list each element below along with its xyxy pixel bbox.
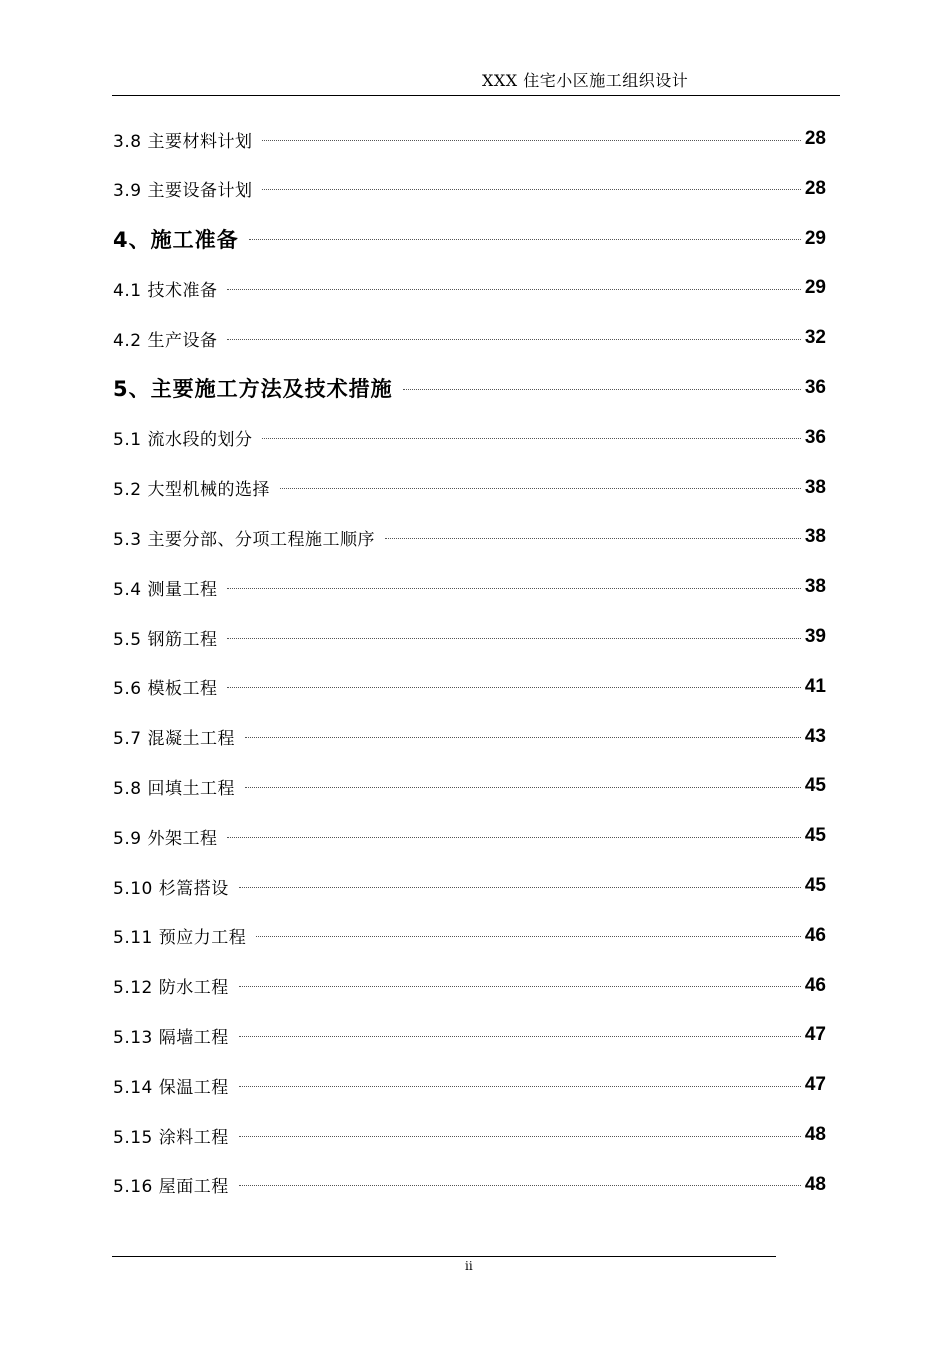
toc-entry-page-number: 38 [804, 526, 826, 548]
toc-entry-label: 5.1 流水段的划分 [113, 430, 253, 451]
toc-entry-page-number: 36 [804, 426, 826, 448]
footer-page-number: ii [465, 1259, 473, 1273]
toc-entry-label: 5.9 外架工程 [113, 828, 218, 849]
page-header-title: XXX 住宅小区施工组织设计 [482, 71, 689, 90]
toc-entry-label: 4、施工准备 [113, 227, 239, 252]
toc-entry-page-number: 32 [804, 327, 826, 349]
toc-entry-label: 5.11 预应力工程 [113, 928, 247, 949]
toc-entry-label: 5.2 大型机械的选择 [113, 480, 270, 501]
toc-dot-leader [256, 936, 801, 937]
toc-dot-leader [227, 638, 800, 639]
toc-dot-leader [239, 1136, 801, 1137]
toc-entry[interactable] [113, 672, 826, 702]
toc-entry-label: 4.2 生产设备 [113, 330, 218, 351]
toc-entry-page-number: 45 [804, 825, 826, 847]
toc-entry[interactable] [113, 224, 826, 254]
toc-dot-leader [239, 986, 801, 987]
toc-entry-page-number: 39 [804, 626, 826, 647]
toc-dot-leader [245, 737, 801, 738]
toc-entry-label: 5.8 回填土工程 [113, 778, 235, 799]
toc-entry[interactable] [113, 174, 826, 204]
toc-entry[interactable] [113, 273, 826, 303]
toc-entry-page-number: 36 [804, 377, 826, 398]
toc-dot-leader [249, 239, 801, 240]
toc-entry[interactable] [113, 871, 826, 901]
toc-entry[interactable] [113, 622, 826, 652]
toc-entry[interactable] [113, 722, 826, 752]
toc-entry-label: 5.3 主要分部、分项工程施工顺序 [113, 529, 375, 550]
toc-dot-leader [239, 1086, 801, 1087]
toc-entry-label: 4.1 技术准备 [113, 280, 218, 301]
toc-entry-page-number: 47 [804, 1074, 826, 1096]
toc-entry-label: 5.5 钢筋工程 [113, 629, 218, 650]
toc-entry-label: 5.16 屋面工程 [113, 1177, 229, 1198]
toc-entry-label: 5.12 防水工程 [113, 978, 229, 999]
toc-entry-label: 3.8 主要材料计划 [113, 131, 253, 152]
toc-dot-leader [245, 787, 801, 788]
toc-dot-leader [227, 339, 800, 340]
toc-entry[interactable] [113, 921, 826, 951]
toc-entry-page-number: 38 [804, 476, 826, 498]
toc-entry-page-number: 29 [804, 227, 826, 249]
toc-entry-page-number: 45 [804, 875, 826, 896]
header-divider [112, 95, 840, 96]
toc-dot-leader [262, 140, 800, 141]
footer-divider [112, 1256, 776, 1257]
toc-dot-leader [227, 687, 800, 688]
toc-entry[interactable] [113, 373, 826, 403]
toc-entry-page-number: 47 [804, 1024, 826, 1046]
toc-dot-leader [385, 538, 801, 539]
toc-entry-page-number: 48 [804, 1173, 826, 1195]
toc-entry-page-number: 45 [804, 775, 826, 797]
toc-entry[interactable] [113, 1020, 826, 1050]
toc-dot-leader [239, 1185, 801, 1186]
toc-dot-leader [262, 438, 800, 439]
toc-entry-label: 5、主要施工方法及技术措施 [113, 377, 393, 401]
toc-dot-leader [280, 488, 801, 489]
toc-entry-label: 5.15 涂料工程 [113, 1127, 229, 1148]
toc-entry[interactable] [113, 522, 826, 552]
toc-entry-label: 5.10 杉篙搭设 [113, 878, 229, 899]
toc-entry[interactable] [113, 473, 826, 503]
toc-entry-label: 5.6 模板工程 [113, 679, 218, 700]
toc-entry-page-number: 41 [804, 675, 826, 697]
toc-entry-label: 5.13 隔墙工程 [113, 1027, 229, 1048]
toc-dot-leader [227, 289, 800, 290]
toc-entry-page-number: 28 [804, 128, 826, 149]
toc-dot-leader [227, 837, 800, 838]
toc-entry-label: 5.14 保温工程 [113, 1077, 229, 1098]
toc-entry-label: 5.7 混凝土工程 [113, 729, 235, 750]
toc-dot-leader [239, 1036, 801, 1037]
toc-dot-leader [227, 588, 800, 589]
toc-entry[interactable] [113, 323, 826, 353]
toc-entry[interactable] [113, 124, 826, 154]
toc-entry[interactable] [113, 771, 826, 801]
toc-entry-page-number: 38 [804, 576, 826, 598]
toc-dot-leader [239, 887, 801, 888]
toc-entry-page-number: 28 [804, 177, 826, 199]
toc-entry[interactable] [113, 1070, 826, 1100]
toc-entry[interactable] [113, 572, 826, 602]
toc-entry-page-number: 48 [804, 1124, 826, 1145]
toc-entry[interactable] [113, 1120, 826, 1150]
toc-dot-leader [262, 189, 800, 190]
toc-entry[interactable] [113, 821, 826, 851]
toc-entry-page-number: 43 [804, 725, 826, 747]
toc-entry-page-number: 29 [804, 277, 826, 299]
toc-entry-page-number: 46 [804, 924, 826, 946]
toc-dot-leader [403, 389, 801, 390]
toc-entry[interactable] [113, 971, 826, 1001]
toc-entry[interactable] [113, 1170, 826, 1200]
toc-entry-label: 5.4 测量工程 [113, 579, 218, 600]
toc-entry-label: 3.9 主要设备计划 [113, 181, 253, 202]
toc-entry[interactable] [113, 423, 826, 453]
toc-entry-page-number: 46 [804, 974, 826, 996]
